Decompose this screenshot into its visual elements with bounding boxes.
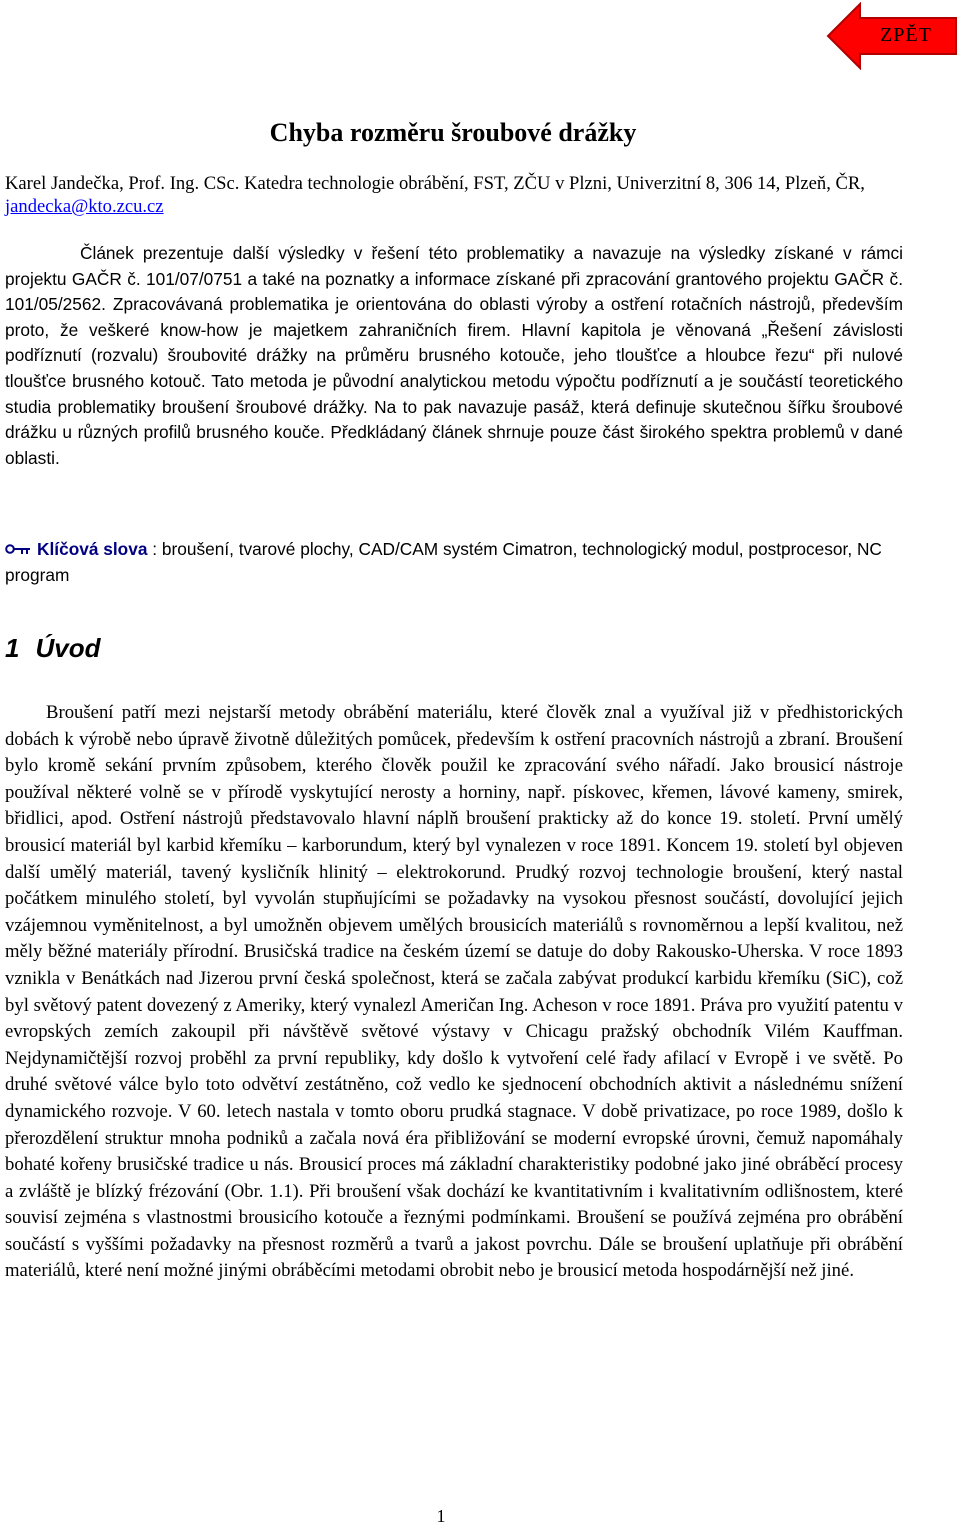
- section-heading: [5, 633, 100, 664]
- abstract: Článek prezentuje další výsledky v řešení této problematiky a navazuje na výsledky získané v rámci projektu GAČR č. 101/07/0751 a také na poznatky a informace získané při zpracování grantového projektu GAČR č. 101/05/2562. Zpracovávaná problematika je orientována do oblasti výroby a ostření rotačních nástrojů, především proto, že veškeré know-how je majetkem zahraničních firem. Hlavní kapitola je věnovaná „Řešení závislosti podříznutí (rozvalu) šroubovité drážky na průměru brusného kotouče, jeho tloušťce a hloubce řezu“ při nulové tloušťce brusného kotouč. Tato metoda je původní analytickou metodu výpočtu podříznutí a je součástí teoretického studia problematiky broušení šroubové drážky. Na to pak navazuje pasáž, která definuje skutečnou šířku šroubové drážku u různých profilů brusného kouče. Předkládaný článek shrnuje pouze část širokého spektra problemů v dané oblasti.: [5, 243, 903, 468]
- keywords-label: Klíčová slova: [37, 539, 148, 559]
- section-title: Úvod: [35, 633, 101, 663]
- section-number: 1: [5, 633, 20, 663]
- keywords-line: [5, 536, 895, 588]
- author-email-link[interactable]: jandecka@kto.zcu.cz: [5, 196, 164, 217]
- author-line: [5, 172, 915, 218]
- body-paragraph: Broušení patří mezi nejstarší metody obrábění materiálu, které člověk znal a využíval již v předhistorických dobách k výrobě nebo úpravě životně důležitých pomůcek, především k ostření pracovních nástrojů a zbraní. Broušení bylo kromě sekání prvním způsobem, kterého člověk použil ke zpracování svého nářadí. Jako brousicí nástroje používal některé volně se v přírodě vyskytující nerosty a horniny, např. pískovec, křemen, lávové kameny, smirek, břidlici, apod. Ostření nástrojů představovalo hlavní náplň broušení prakticky až do konce 19. století. První umělý brousicí materiál byl karbid křemíku – karborundum, který byl vynalezen v roce 1891. Koncem 19. století byl objeven další umělý materiál, tavený kysličník hlinitý – elektrokorund. Prudký rozvoj technologie broušení, který nastal počátkem minulého století, byl vyvolán stupňujícími se požadavky na vysokou přesnost součástí, dovolující jejich vzájemnou vyměnitelnost, a byl umožněn objevem umělých brousicích materiálů s rovnoměrnou a lepší kvalitou, než měly běžné materiály přírodní. Brusičská tradice na českém území se datuje do doby Rakousko-Uherska. V roce 1893 vznikla v Benátkách nad Jizerou první česká společnost, která se začala zabývat produkcí karbidu křemíku (SiC), což byl světový patent dovezený z Ameriky, který vynalezl Američan Ing. Acheson v roce 1891. Práva pro využití patentu v evropských zemích zakoupil při návštěvě světové výstavy v Chicagu pražský obchodník Vilém Kauffman. Nejdynamičtější rozvoj proběhl za první republiky, kdy došlo k vytvoření celé řady afilací v Evropě i ve světě. Po druhé světové válce bylo toto odvětví zestátněno, což vedlo ke sjednocení obchodních aktivit a následnému snížení dynamického rozvoje. V 60. letech nastala v tomto oboru prudká stagnace. V době privatizace, po roce 1989, došlo k přerozdělení struktur mnoha podniků a začala nová éra přibližování se moderní evropské úrovni, čemuž napomáhaly bohaté kořeny brusičské tradice u nás. Brousicí proces má základní charakteristiky podobné jako jiné obráběcí procesy a zvláště je blízký frézování (Obr. 1.1). Při broušení však dochází ke kvantitativním i kvalitativním odlišnostem, které souvisí zejména s vlastnostmi brousicího kotouče a řeznými podmínkami. Broušení se používá zejména pro obrábění součástí s vyššími požadavky na přesnost rozměrů a tvarů a jakost povrchu. Dále se broušení uplatňuje při obrábění materiálů, které není možné jinými obráběcími metodami obrobit nebo je brousicí metoda hospodárnější než jiné.: [5, 702, 903, 1282]
- author-affiliation: Karel Jandečka, Prof. Ing. CSc. Katedra technologie obrábění, FST, ZČU v Plzni, Univerzitní 8, 306 14, Plzeň, ČR,: [5, 173, 865, 194]
- key-icon: [5, 536, 31, 562]
- paper-title: Chyba rozměru šroubové drážky: [269, 118, 637, 147]
- back-button-label: ZPĚT: [880, 24, 932, 46]
- keywords-list: : broušení, tvarové plochy, CAD/CAM systém Cimatron, technologický modul, postprocesor, NC program: [5, 539, 882, 585]
- page-number: 1: [436, 1506, 446, 1526]
- back-button[interactable]: [826, 2, 958, 70]
